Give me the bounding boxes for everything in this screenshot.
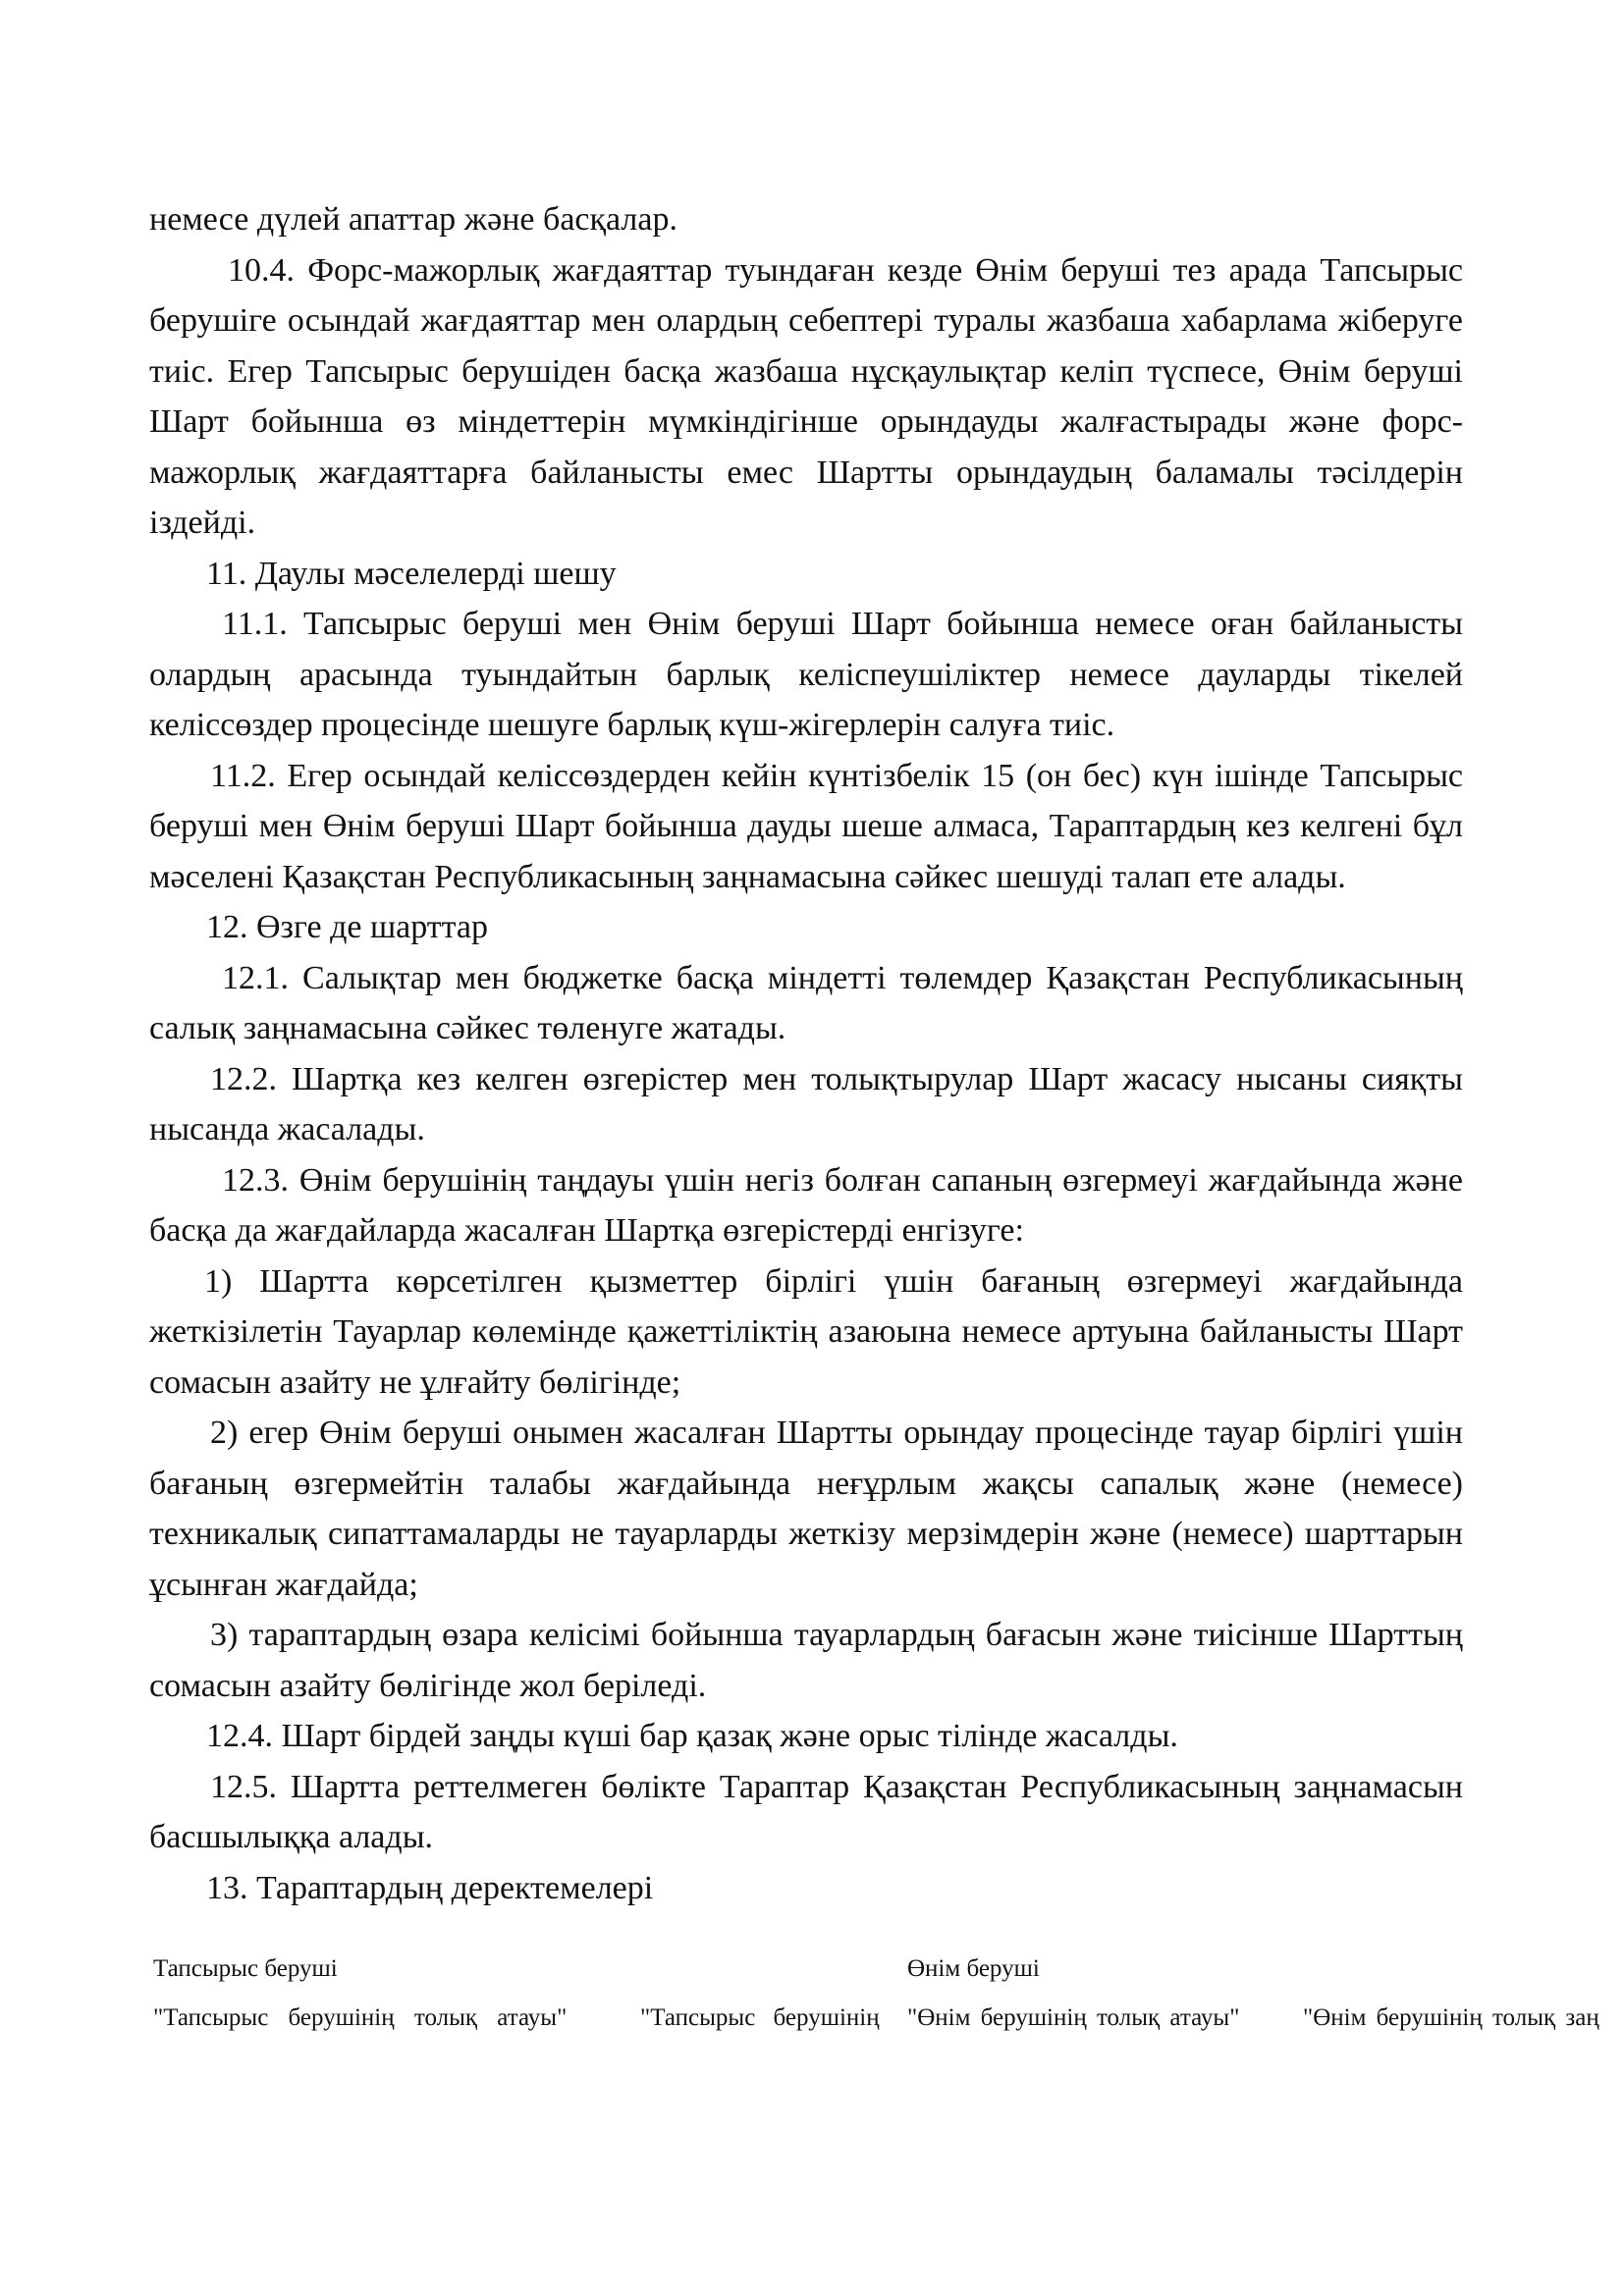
contract-body: [149, 194, 1463, 1913]
customer-name-cell: "Тапсырыс берушінің толық атауы": [153, 2004, 568, 2031]
requisites-name-row: [149, 2001, 1624, 2050]
paragraph-12-5: 12.5. Шартта реттелмеген бөлікте Тараптар Қазақстан Республикасының заңнамасын басшылыққа алады.: [149, 1768, 1463, 1855]
list-item-3: 3) тараптардың өзара келісімі бойынша тауарлардың бағасын және тиісінше Шарттың сомасын азайту бөлігінде жол беріледі.: [149, 1617, 1463, 1704]
paragraph-continuation: немесе дүлей апаттар және басқалар.: [149, 201, 677, 238]
paragraph-12-3: 12.3. Өнім берушінің таңдауы үшін негіз болған сапаның өзгермеуі жағдайында және басқа да жағдайларда жасалған Шартқа өзгерістерді енгізуге:: [149, 1161, 1463, 1249]
list-item-1: 1) Шартта көрсетілген қызметтер бірлігі үшін бағаның өзгермеуі жағдайында жеткізілетін Тауарлар көлемінде қажеттіліктің азаюына немесе артуына байланысты Шарт сомасын азайту не ұлғайту бөлігінде;: [149, 1262, 1463, 1401]
requisites-table: [149, 1951, 1624, 2050]
supplier-header: Өнім беруші: [907, 1955, 1040, 1982]
supplier-name-cell: "Өнім берушінің толық атауы": [907, 2004, 1240, 2031]
customer-header: Тапсырыс беруші: [153, 1955, 338, 1982]
section-heading-12: 12. Өзге де шарттар: [206, 909, 489, 945]
section-heading-13: 13. Тараптардың деректемелері: [206, 1869, 654, 1906]
requisites-header-row: [149, 1951, 1624, 2001]
paragraph-12-2: 12.2. Шартқа кез келген өзгерістер мен толықтырулар Шарт жасасу нысаны сияқты нысанда жасалады.: [149, 1060, 1463, 1148]
list-item-2: 2) егер Өнім беруші онымен жасалған Шартты орындау процесінде тауар бірлігі үшін бағаның өзгермейтін талабы жағдайында неғұрлым жақсы сапалық және (немесе) техникалық сипаттамаларды не тауарларды жеткізу мерзімдерін және (немесе) шарттарын ұсынған жағдайда;: [149, 1415, 1463, 1603]
supplier-legal-name-cell: "Өнім берушінің толық заң: [1303, 2004, 1599, 2031]
section-heading-11: 11. Даулы мәселелерді шешу: [206, 555, 617, 592]
paragraph-12-4: 12.4. Шарт бірдей заңды күші бар қазақ және орыс тілінде жасалды.: [206, 1718, 1178, 1754]
paragraph-12-1: 12.1. Салықтар мен бюджетке басқа міндетті төлемдер Қазақстан Республикасының салық заңнамасына сәйкес төленуге жатады.: [149, 959, 1463, 1046]
paragraph-10-4: 10.4. Форс-мажорлық жағдаяттар туындаған кезде Өнім беруші тез арада Тапсырыс берушіге осындай жағдаяттар мен олардың себептері туралы жазбаша хабарлама жіберуге тиіс. Егер Тапсырыс берушіден басқа жазбаша нұсқаулықтар келіп түспесе, Өнім беруші Шарт бойынша өз міндеттерін мүмкіндігінше орындауды жалғастырады және форс-мажорлық жағдаяттарға байланысты емес Шартты орындаудың баламалы тәсілдерін іздейді.: [149, 251, 1463, 541]
customer-legal-name-cell: "Тапсырыс берушінің: [640, 2004, 880, 2031]
paragraph-11-1: 11.1. Тапсырыс беруші мен Өнім беруші Шарт бойынша немесе оған байланысты олардың арасында туындайтын барлық келіспеушіліктер немесе дауларды тікелей келіссөздер процесінде шешуге барлық күш-жігерлерін салуға тиіс.: [149, 606, 1463, 743]
paragraph-11-2: 11.2. Егер осындай келіссөздерден кейін күнтізбелік 15 (он бес) күн ішінде Тапсырыс беруші мен Өнім беруші Шарт бойынша дауды шеше алмаса, Тараптардың кез келгені бұл мәселені Қазақстан Республикасының заңнамасына сәйкес шешуді талап ете алады.: [149, 757, 1463, 895]
